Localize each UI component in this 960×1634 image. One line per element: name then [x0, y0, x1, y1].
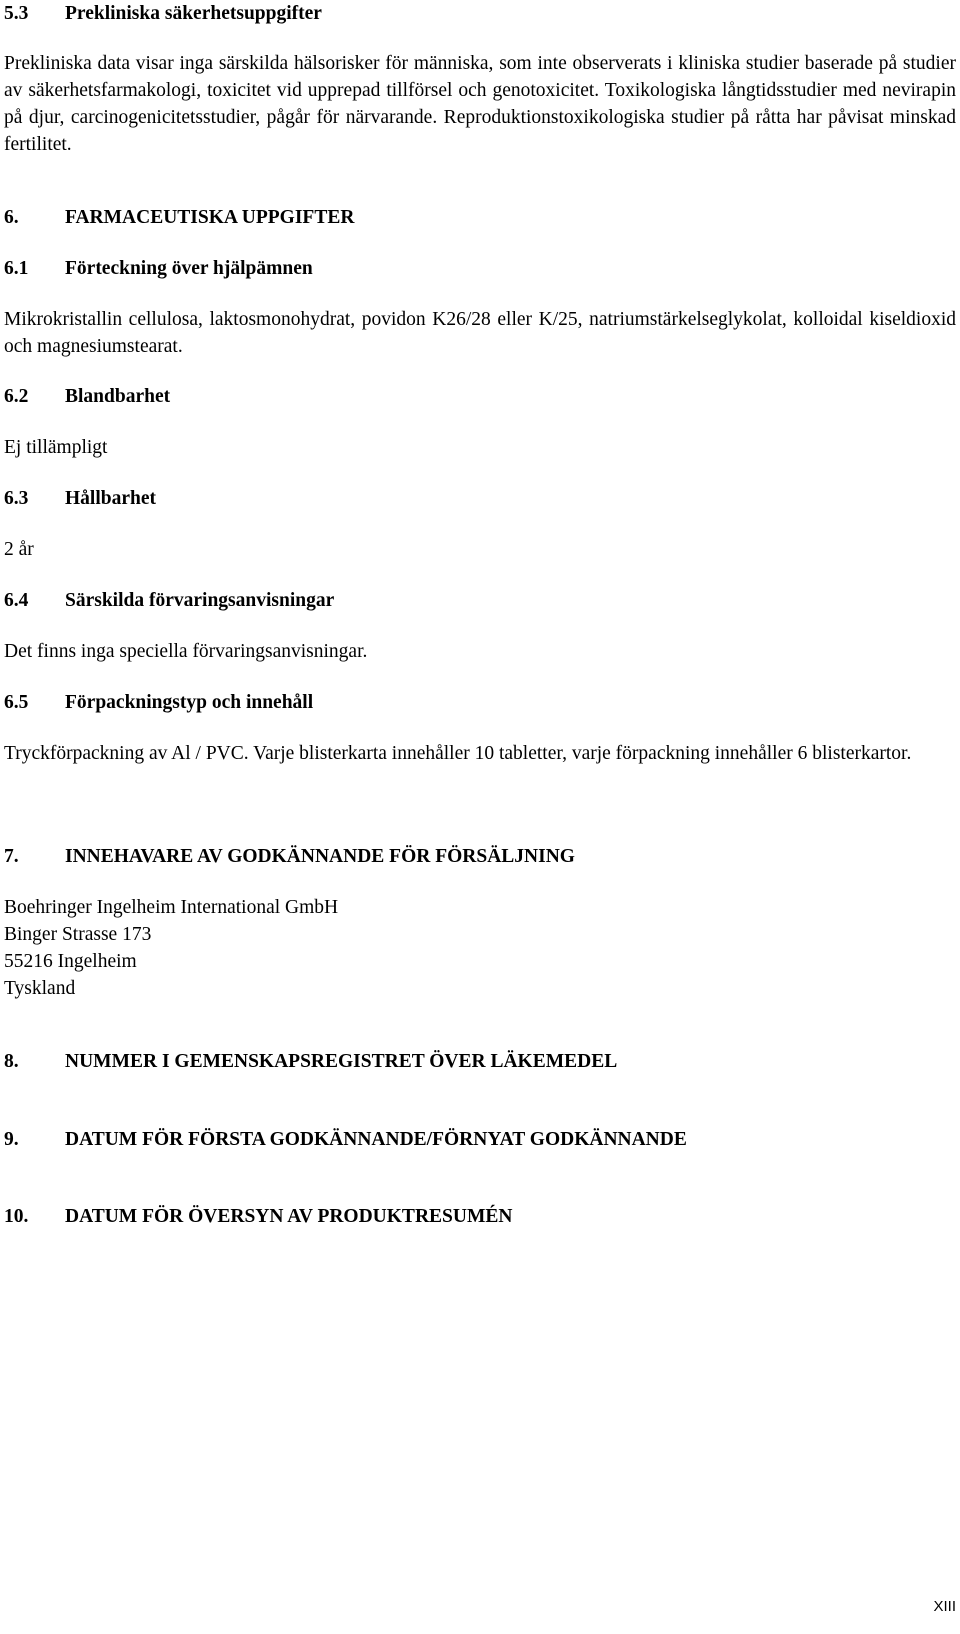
section-6-2-heading	[4, 383, 956, 410]
section-6-2-text: Ej tillämpligt	[4, 437, 108, 458]
section-number: 6.5	[4, 692, 29, 713]
section-number: 7.	[4, 846, 19, 867]
section-title: Förpackningstyp och innehåll	[65, 692, 314, 713]
address-company: Boehringer Ingelheim International GmbH	[4, 897, 339, 918]
section-number: 9.	[4, 1129, 19, 1150]
section-number: 5.3	[4, 3, 29, 24]
section-title: Förteckning över hjälpämnen	[65, 258, 313, 279]
section-5-3-heading	[4, 0, 956, 27]
section-6-3-heading	[4, 485, 956, 512]
address-street: Binger Strasse 173	[4, 924, 152, 945]
section-6-heading	[4, 204, 956, 231]
section-number: 6.4	[4, 590, 29, 611]
section-6-3-text: 2 år	[4, 539, 34, 560]
section-title: NUMMER I GEMENSKAPSREGISTRET ÖVER LÄKEMEDEL	[65, 1051, 618, 1072]
section-6-1-text: Mikrokristallin cellulosa, laktosmonohydrat, povidon K26/28 eller K/25, natriumstärkelseglykolat, kolloidal kiseldioxid och magnesiumstearat.	[4, 309, 956, 357]
section-title: DATUM FÖR ÖVERSYN AV PRODUKTRESUMÉN	[65, 1206, 513, 1227]
section-6-5-text: Tryckförpackning av Al / PVC. Varje blisterkarta innehåller 10 tabletter, varje förpackning innehåller 6 blisterkartor.	[4, 743, 912, 764]
section-6-1-heading	[4, 255, 956, 282]
section-title: Särskilda förvaringsanvisningar	[65, 590, 335, 611]
section-number: 8.	[4, 1051, 19, 1072]
section-title: Blandbarhet	[65, 386, 171, 407]
section-title: Prekliniska säkerhetsuppgifter	[65, 3, 322, 24]
section-number: 6.2	[4, 386, 29, 407]
section-number: 6.	[4, 207, 19, 228]
section-title: DATUM FÖR FÖRSTA GODKÄNNANDE/FÖRNYAT GODKÄNNANDE	[65, 1129, 687, 1150]
section-6-4-heading	[4, 587, 956, 614]
address-country: Tyskland	[4, 978, 76, 999]
section-title: FARMACEUTISKA UPPGIFTER	[65, 207, 355, 228]
section-6-4-text: Det finns inga speciella förvaringsanvisningar.	[4, 641, 368, 662]
section-8-heading	[4, 1048, 956, 1075]
section-number: 6.1	[4, 258, 29, 279]
section-title: Hållbarhet	[65, 488, 156, 509]
section-5-3-text: Prekliniska data visar inga särskilda hälsorisker för människa, som inte observerats i kliniska studier baserade på studier av säkerhetsfarmakologi, toxicitet vid upprepad tillförsel och genotoxicitet. Toxikologiska långtidsstudier med nevirapin på djur, carcinogenicitetsstudier, pågår för närvarande. Reproduktionstoxikologiska studier på råtta har påvisat minskad fertilitet.	[4, 53, 956, 155]
section-9-heading	[4, 1126, 956, 1153]
section-6-5-heading	[4, 689, 956, 716]
section-10-heading	[4, 1203, 956, 1230]
section-number: 10.	[4, 1206, 29, 1227]
page-number: XIII	[933, 1598, 956, 1615]
section-number: 6.3	[4, 488, 29, 509]
section-title: INNEHAVARE AV GODKÄNNANDE FÖR FÖRSÄLJNING	[65, 846, 575, 867]
holder-address	[4, 894, 956, 1002]
address-city: 55216 Ingelheim	[4, 951, 137, 972]
section-7-heading	[4, 843, 956, 870]
